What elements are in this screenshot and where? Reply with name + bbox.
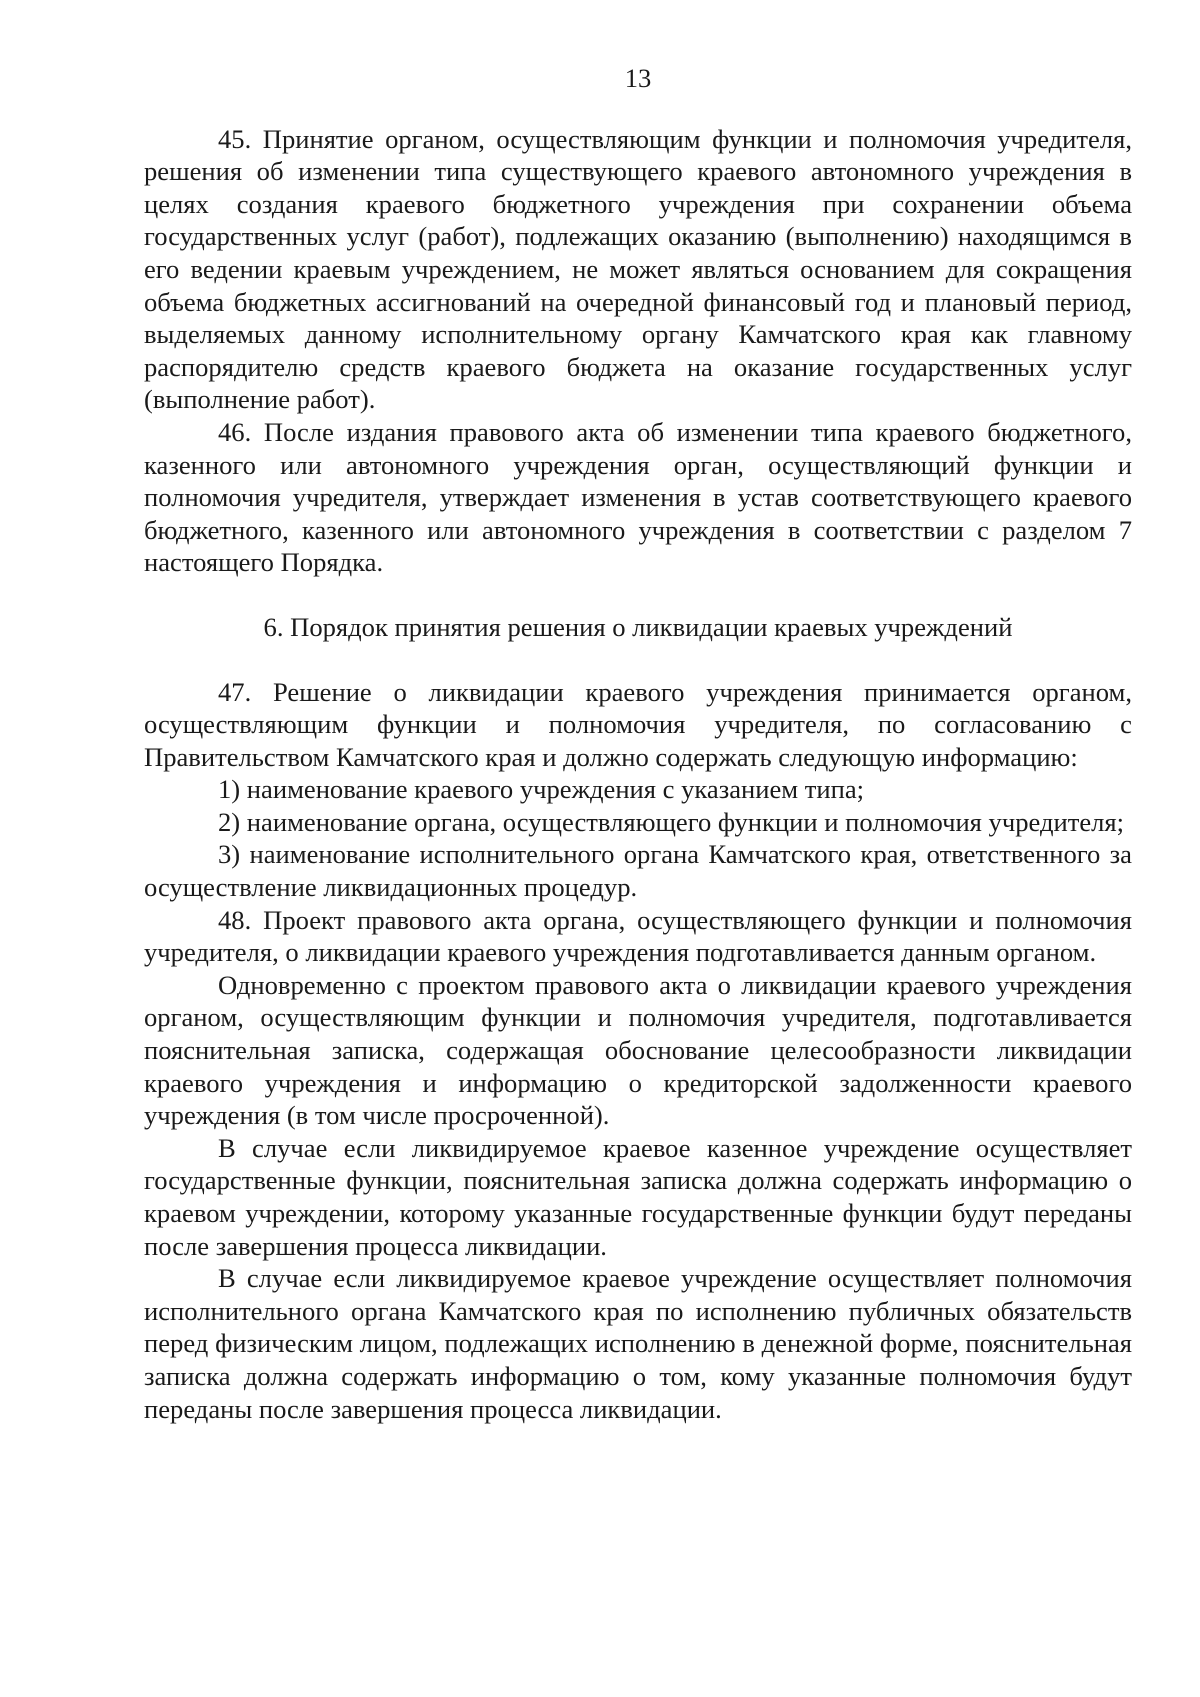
list-item-2: 2) наименование органа, осуществляющего функции и полномочия учредителя; [218,806,1125,837]
paragraph-46: 46. После издания правового акта об изменении типа краевого бюджетного, казенного или автономного учреждения орган, осуществляющий функции и полномочия учредителя, утверждает изменения в устав соответствующего краевого бюджетного, казенного или автономного учреждения в соответствии с разделом 7 настоящего Порядка. [144,416,1132,578]
section-heading: 6. Порядок принятия решения о ликвидации краевых учреждений [263,611,1013,642]
list-item-3: 3) наименование исполнительного органа Камчатского края, ответственного за осуществление ликвидационных процедур. [144,839,1132,903]
paragraph-48-state-functions: В случае если ликвидируемое краевое казенное учреждение осуществляет государственные функции, пояснительная записка должна содержать информацию о краевом учреждении, которому указанные государственные функции будут переданы после завершения процесса ликвидации. [144,1132,1132,1261]
paragraph-47: 47. Решение о ликвидации краевого учреждения принимается органом, осуществляющим функции и полномочия учредителя, по согласованию с Правительством Камчатского края и должно содержать следующую информацию: [144,676,1132,772]
paragraph-45: 45. Принятие органом, осуществляющим функции и полномочия учредителя, решения об изменении типа существующего краевого автономного учреждения в целях создания краевого бюджетного учреждения при сохранении объема государственных услуг (работ), подлежащих оказанию (выполнению) находящимся в его ведении краевым учреждением, не может являться основанием для сокращения объема бюджетных ассигнований на очередной финансовый год и плановый период, выделяемых данному исполнительному органу Камчатского края как главному распорядителю средств краевого бюджета на оказание государственных услуг (выполнение работ). [144,123,1132,415]
document-page [144,62,1132,1425]
page-number: 13 [624,63,652,93]
paragraph-48-explanatory-note: Одновременно с проектом правового акта о ликвидации краевого учреждения органом, осуществляющим функции и полномочия учредителя, подготавливается пояснительная записка, содержащая обоснование целесообразности ликвидации краевого учреждения и информацию о кредиторской задолженности краевого учреждения (в том числе просроченной). [144,969,1132,1131]
paragraph-48: 48. Проект правового акта органа, осуществляющего функции и полномочия учредителя, о ликвидации краевого учреждения подготавливается данным органом. [144,904,1132,968]
paragraph-48-public-obligations: В случае если ликвидируемое краевое учреждение осуществляет полномочия исполнительного органа Камчатского края по исполнению публичных обязательств перед физическим лицом, подлежащих исполнению в денежной форме, пояснительная записка должна содержать информацию о том, кому указанные полномочия будут переданы после завершения процесса ликвидации. [144,1263,1132,1424]
list-item-1: 1) наименование краевого учреждения с указанием типа; [218,774,865,805]
